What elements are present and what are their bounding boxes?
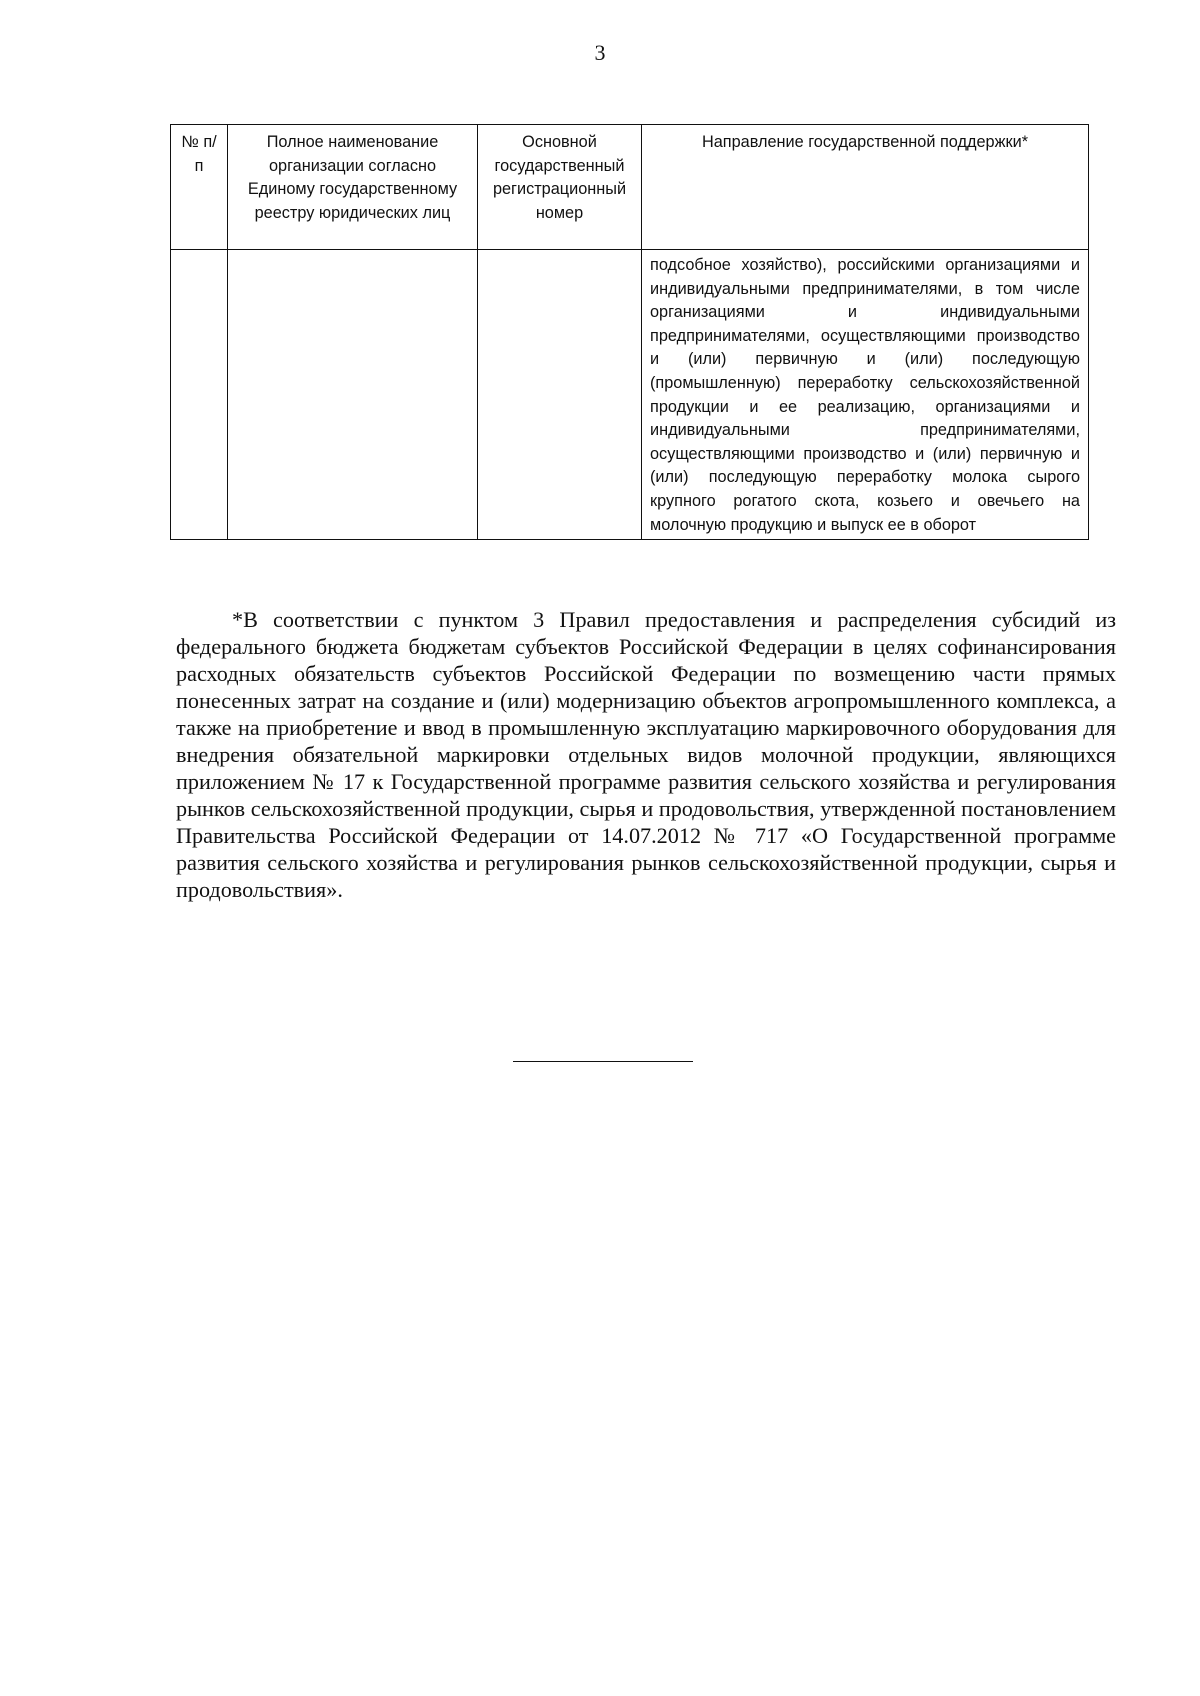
header-organization-name: Полное наименование организации согласно Единому государственному реестру юридических лиц bbox=[228, 125, 478, 250]
header-support-direction: Направление государственной поддержки* bbox=[642, 125, 1089, 250]
table-header-row bbox=[171, 125, 1089, 250]
end-divider bbox=[513, 1061, 693, 1062]
cell-ogrn bbox=[478, 250, 642, 540]
organizations-table bbox=[170, 124, 1089, 540]
header-ogrn: Основной государственный регистрационный номер bbox=[478, 125, 642, 250]
cell-support-direction: подсобное хозяйство), российскими организациями и индивидуальными предпринимателями, в том числе организациями и индивидуальными предпринимателями, осуществляющими производство и (или) первичную и (или) последующую (промышленную) переработку сельскохозяйственной продукции и ее реализацию, организациями и индивидуальными предпринимателями, осуществляющими производство и (или) первичную и (или) последующую переработку молока сырого крупного рогатого скота, козьего и овечьего на молочную продукцию и выпуск ее в оборот bbox=[642, 250, 1089, 540]
table-row bbox=[171, 250, 1089, 540]
footnote: *В соответствии с пунктом 3 Правил предоставления и распределения субсидий из федерального бюджета бюджетам субъектов Российской Федерации в целях софинансирования расходных обязательств субъектов Российской Федерации по возмещению части прямых понесенных затрат на создание и (или) модернизацию объектов агропромышленного комплекса, а также на приобретение и ввод в промышленную эксплуатацию маркировочного оборудования для внедрения обязательной маркировки отдельных видов молочной продукции, являющихся приложением № 17 к Государственной программе развития сельского хозяйства и регулирования рынков сельскохозяйственной продукции, сырья и продовольствия, утвержденной постановлением Правительства Российской Федерации от 14.07.2012 № 717 «О Государственной программе развития сельского хозяйства и регулирования рынков сельскохозяйственной продукции, сырья и продовольствия». bbox=[176, 607, 1116, 902]
cell-organization-name bbox=[228, 250, 478, 540]
header-number: № п/п bbox=[171, 125, 228, 250]
cell-number bbox=[171, 250, 228, 540]
page-number: 3 bbox=[594, 40, 606, 65]
